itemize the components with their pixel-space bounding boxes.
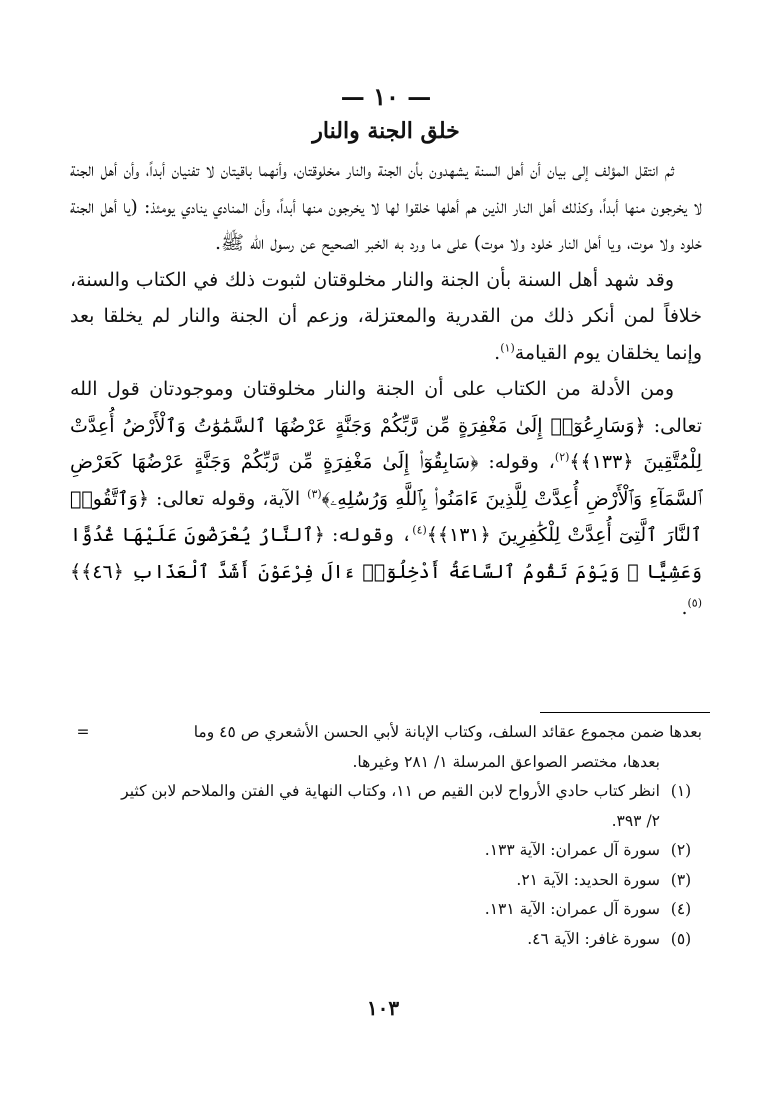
footnote-continuation-line-2: بعدها، مختصر الصواعق المرسلة ١/ ٢٨١ وغيرها. bbox=[352, 752, 660, 771]
footnote-text: سورة آل عمران: الآية ١٣٣. bbox=[484, 841, 660, 859]
footnote-ref-2: (٢) bbox=[554, 450, 570, 464]
footnote-item bbox=[62, 836, 702, 866]
footnote-text: انظر كتاب حادي الأرواح لابن القيم ص ١١، وكتاب النهاية في الفتن والملاحم لابن كثير bbox=[121, 782, 660, 800]
footnote-item bbox=[62, 777, 702, 807]
footnote-text: سورة الحديد: الآية ٢١. bbox=[516, 870, 660, 889]
quran-verse-2: ﴿سَابِقُوٓا۟ إِلَىٰ مَغْفِرَةٍ مِّن رَّبِّكُمْ وَجَنَّةٍ عَرْضُهَا كَعَرْضِ ٱلسَّمَآءِ وَٱلْأَرْضِ أُعِدَّتْ لِلَّذِينَ ءَامَنُوا۟ بِٱللَّهِ وَرُسُلِهِۦ﴾ bbox=[70, 451, 703, 510]
footnote-text: سورة آل عمران: الآية ١٣١. bbox=[484, 900, 660, 918]
footnote-continuation-marker: = bbox=[76, 723, 90, 741]
paragraph-3-end: . bbox=[681, 597, 688, 619]
paragraph-1: ثم انتقل المؤلف إلى بيان أن أهل السنة يشهدون بأن الجنة والنار مخلوقتان، وأنهما باقيتان لا تفنيان أبداً، وأن أهل الجنة لا يخرجون منها أبداً، وكذلك أهل النار الذين هم أهلها خلقوا لها لا يخرجون منها أبداً، وأن المنادي ينادي يومئذ: (يا أهل الجنة خلود ولا موت، ويا أهل النار خلود ولا موت) على ما ورد به الخبر الصحيح عن رسول الله ﷺ. bbox=[70, 159, 702, 254]
section-number: — ١٠ — bbox=[340, 82, 432, 111]
footnote-continuation-line-1: بعدها ضمن مجموع عقائد السلف، وكتاب الإبانة لأبي الحسن الأشعري ص ٤٥ وما bbox=[193, 723, 702, 741]
footnote-number: (٣) bbox=[670, 870, 692, 889]
footnote-ref-4: (٤) bbox=[412, 523, 427, 537]
page-content bbox=[70, 80, 702, 627]
footnote-continuation bbox=[62, 718, 702, 748]
footnote-item bbox=[62, 925, 702, 955]
quran-verse-3: ﴿وَٱتَّقُوا۟ ٱلنَّارَ ٱلَّتِىٓ أُعِدَّتْ لِلْكَٰفِرِينَ ﴿١٣١﴾﴾ bbox=[70, 487, 703, 546]
footnote-ref-3: (٣) bbox=[307, 487, 322, 501]
page-number: ١٠٣ bbox=[366, 996, 400, 1020]
footnote-divider bbox=[540, 712, 710, 713]
footnote-number: (٥) bbox=[670, 929, 692, 948]
paragraph-2 bbox=[70, 262, 702, 372]
footnote-text: سورة غافر: الآية ٤٦. bbox=[527, 929, 660, 948]
paragraph-3 bbox=[70, 371, 702, 627]
footnote-ref-1: (١) bbox=[500, 341, 515, 355]
footnote-item bbox=[62, 866, 702, 896]
footnote-item bbox=[62, 895, 702, 925]
footnote-number: (١) bbox=[670, 782, 692, 800]
paragraph-3-intro: ومن الأدلة من الكتاب على أن الجنة والنار مخلوقتان وموجودتان قول الله تعالى: bbox=[70, 378, 702, 437]
footnote-number: (٢) bbox=[670, 841, 692, 859]
footnote-text-continued: ٢/ ٣٩٣. bbox=[611, 811, 660, 830]
section-title: خلق الجنة والنار bbox=[312, 118, 460, 144]
paragraph-3-connector-1: ، وقوله: bbox=[478, 451, 555, 473]
quran-verse-4: ﴿ٱلنَّارُ يُعْرَضُونَ عَلَيْهَا غُدُوًّا وَعَشِيًّا ۖ وَيَوْمَ تَقُومُ ٱلسَّاعَةُ أَدْخِلُوٓا۟ ءَالَ فِرْعَوْنَ أَشَدَّ ٱلْعَذَابِ ﴿٤٦﴾﴾ bbox=[70, 524, 702, 583]
body-text bbox=[70, 152, 702, 627]
paragraph-3-connector-3: ، وقوله: bbox=[324, 524, 413, 546]
footnote-number: (٤) bbox=[670, 900, 692, 918]
quran-verse-1: ﴿وَسَارِعُوٓا۟ إِلَىٰ مَغْفِرَةٍ مِّن رَّبِّكُمْ وَجَنَّةٍ عَرْضُهَا ٱلسَّمَٰوَٰتُ وَٱلْأَرْضُ أُعِدَّتْ لِلْمُتَّقِينَ ﴿١٣٣﴾﴾ bbox=[70, 414, 703, 473]
paragraph-3-connector-2: الآية، وقوله تعالى: bbox=[148, 487, 308, 510]
footnote-ref-5: (٥) bbox=[687, 596, 702, 610]
paragraph-2-end: . bbox=[494, 341, 501, 364]
paragraph-2-text: وقد شهد أهل السنة بأن الجنة والنار مخلوقتان لثبوت ذلك في الكتاب والسنة، خلافاً لمن أنكر ذلك من القدرية والمعتزلة، وزعم أن الجنة والنار لم يخلقا بعد وإنما يخلقان يوم القيامة bbox=[70, 268, 702, 364]
footnotes bbox=[62, 718, 702, 954]
